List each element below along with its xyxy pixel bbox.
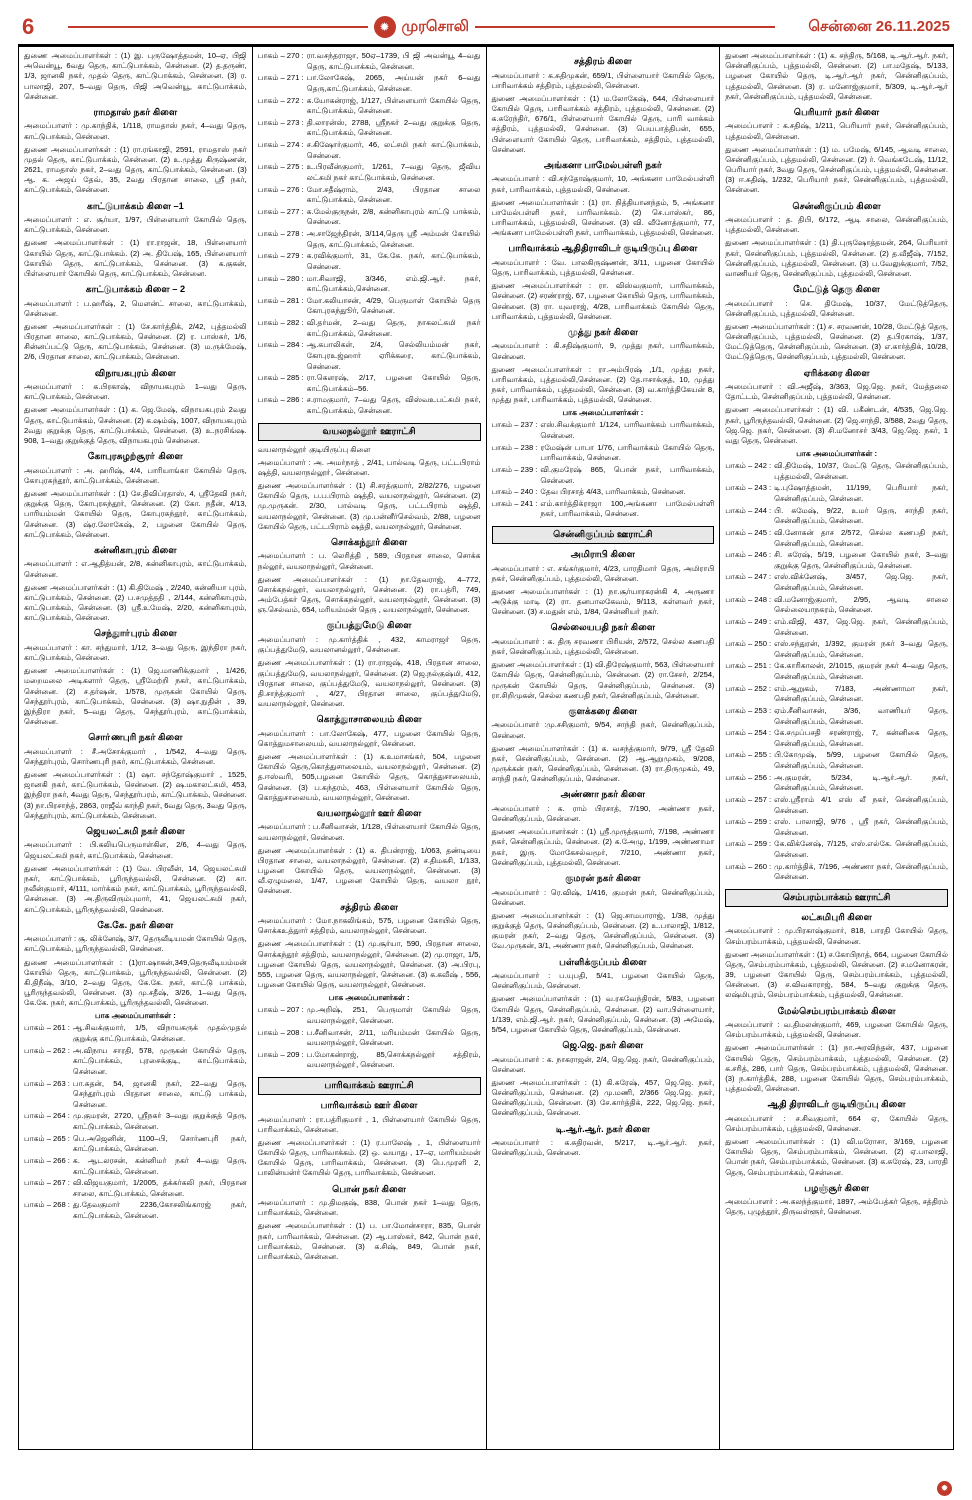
ward-number: பாகம் – 266 :	[24, 1155, 70, 1165]
body-paragraph: அமைப்பாளர் :மு.சசிகுமார், 9/54, சாந்தி நகர், சென்னிகுப்பம், சென்னை.	[491, 720, 715, 740]
section-subheading: பாக அமைப்பாளர்கள் :	[796, 449, 877, 459]
ward-officer: கே.விக்னேஷ், 7/125, எஸ்.எல்கே. சென்னிகுப்பம், சென்னை.	[774, 839, 948, 860]
list-item	[725, 528, 948, 549]
list-item	[258, 395, 481, 416]
ward-officer: எஸ்.சந்துரன், 1/392, குமரன் நகர் 3–வது தெரு, சென்னிகுப்பம், சென்னை.	[774, 639, 948, 659]
branch-heading: சென்னிகுப்பம் கிளை	[792, 200, 881, 211]
list-item	[258, 1050, 481, 1071]
ward-number: பாகம் – 243 :	[725, 483, 772, 493]
branch-heading: செல்லையபதி நகர் கிளை	[550, 622, 656, 633]
body-paragraph: அமைப்பாளர் : ச.சிவகுமார், 664 ஏ, கோயில் தெரு, செம்பரம்பாக்கம், புத்தமல்லி, சென்னை.	[725, 1113, 948, 1133]
ward-number: பாகம் – 245 :	[725, 527, 772, 537]
body-paragraph: அமைப்பாளர் : பா.லோகேஷ், 477, பழனை கோயில் தெரு, கொத்துமசாலையம், வயலாநல்லூர், சென்னை.	[257, 728, 481, 748]
ward-officer: மு.அறிஷ், 251, பெருமாள் கோயில் தெரு, வயலாநல்லூர், சென்னை.	[306, 1005, 481, 1025]
body-paragraph: அமைப்பாளர் : ப.சீனிவாசன், 1/128, பிள்ளையார் கோயில் தெரு, வயலாநல்லூர், சென்னை.	[257, 822, 481, 842]
body-paragraph: துணை அமைப்பாளர்கள் : (1) வே. பிரவீன், 14, ஜெயலட்சுமி நகர், காட்டுபாக்கம், பூரிருந்தவல்லி, சென்னை. (2) கா. நவீன்குமார், 4/111, மார்க்கம் நகர், காட்டுபாக்கம், பூரிருந்தவல்லி, சென்னை. (3) அ.திருவிரும்புமார், 41, ஜெயலட்சுமி நகர், காட்டுபாக்கம், பூரிருந்தவல்லி, சென்னை.	[24, 863, 247, 914]
body-paragraph: துணை அமைப்பாளர்கள் : (1) ரா. நித்தியானந்தம், 5, அங்கனா பாமேல்பள்ளி நகர், பாரிவாக்கம். (2) செ.பாஸ்கர், 86, பாரிவாக்கம், புத்தமல்லி, சென்னை. (3) வி. வீனோத்குமார், 77, அங்கனா பாமேல்பள்ளி நகர், பாரிவாக்கம், புத்தமல்லி, சென்னை.	[491, 197, 715, 238]
ward-officer: வி.மனோஜ்குமார், 2/95, ஆவடி சாலை செல்லையாநகரம், சென்னை.	[774, 594, 948, 615]
body-paragraph: துணை அமைப்பாளர்கள் : (1) க.உமாசங்கர், 504, பழனை கோயில் தெரு,கொத்துசாலையம், வயலாநல்லூா், சென்னை. (2) த.ஈஸ்வரி, 505,பழனை கோயில் தெரு, கொத்துசாலையம், சென்னை. (3) ப.சுந்தரம், 463, பிள்ளையார் கோயில் தெரு, கொத்துசாலையம், வயலாநல்லூர், சென்னை.	[257, 752, 481, 802]
ward-number: பாகம் – 284 :	[257, 340, 304, 350]
branch-heading: பாரிவாக்கம் ஆதிதிராவிடர் குடியிருப்பு கிளை	[508, 243, 698, 254]
body-paragraph: துணை அமைப்பாளர்கள் : (1) ரா.ரங்காஜி, 2591, ராமதாஸ் நகர் முதல் தெரு, காட்டுபாக்கம், சென்னை. (2) உ.முத்து கிருஷ்ணன், 2621, ராமதாஸ் நகர், 2–வது தெரு, காட்டுபாக்கம், சென்னை. (3) ஆ. க. அஜய் தேவ், 35, 2வது பிரதான சாலை, ஸ்ரீ நகர், காட்டுபாக்கம், சென்னை.	[24, 144, 247, 195]
body-paragraph: துணை அமைப்பாளர்கள் : (1) மு.சூர்யா, 590, பிரதான சாலை, சொக்கந்தூர் சத்திரம், வயலாநல்லூர், சென்னை. (2) மு.ராஜா, 1/5, பழனை கோயில் தெரு, வயலாநல்லூர், சென்னை. (3) அ.பிரபு, 555, பழனை தெரு, வயலாநல்லூர், சென்னை. (3) க.கவீஷ் , 556, பழனை கோயில் தெரு, வயலாநல்லூர், சென்னை.	[257, 939, 481, 990]
ward-number: பாகம் – 259 :	[725, 839, 772, 849]
ward-officer: ச.கிஷோர்குமார், 46, லட்சமி நகர் காட்டுபாக்கம், சென்னை.	[306, 140, 481, 160]
ward-number: பாகம் – 254 :	[725, 728, 772, 738]
body-paragraph: அமைப்பாளர் : த. திபி, 6/172, ஆடி சாலை, சென்னிகுப்பம், புத்தமல்லி, சென்னை.	[725, 215, 948, 235]
ward-number: பாகம் – 244 :	[725, 505, 772, 515]
ward-officer: தேவ பிரசாத் 4/43, பாரிவாக்கம், சென்னை.	[540, 487, 686, 497]
list-item	[258, 1005, 481, 1026]
ward-officer: உ.பிரவீன்குமார், 1/261, 7–வது தெரு, ஜீவிய லட்சுமி நகர் காட்டுபாக்கம், சென்னை.	[306, 162, 481, 182]
branch-heading: டி.ஆர்.ஆர். நகர் கிளை	[555, 1123, 650, 1134]
body-paragraph: அமைப்பாளர் : வி.அஜீஷ், 3/363, ஜெ.ஜெ. நகர், மேத்தலை தோட்டம், சென்னிகுப்பம், புத்தமல்லி, சென்னை.	[725, 382, 948, 402]
ward-number: பாகம் – 265 :	[24, 1133, 70, 1143]
column-2	[252, 47, 486, 1449]
body-paragraph: துணை அமைப்பாளர்கள் : (1) ப. பா.மோன்சாரா, 835, பொன் நகர், பாரிவாக்கம், சென்னை. (2) ஆ.பாஸ்கர், 842, பொன் நகர், பாரிவாக்கம், சென்னை. (3) க.சிஷ், 849, பொன் நகர், பாரிவாக்கம், சென்னை.	[257, 1221, 481, 1261]
ward-number: பாகம் – 278 :	[257, 229, 304, 238]
body-paragraph: துணை அமைப்பாளர்கள் : (1) ஜெ.சாமபாராஜ், 1/38, முத்து குறுக்குத் தெரு, சென்னிகுப்பம், சென்னை. (2) உ.பாலாஜி, 1/812, குமரன் நகர், 2–வது தெரு, சென்னிகுப்பம், சென்னை. (3) வே.முருகன், 3/1, அண்ணா நகர், சென்னிகுப்பம், சென்னை.	[491, 910, 715, 951]
list-item	[24, 1200, 247, 1221]
branch-heading: கே.கே. நகர் கிளை	[97, 919, 174, 930]
body-paragraph: அமைப்பாளர் : ரெ.விஷ், 1/416, குமரன் நகர், சென்னிகுப்பம், சென்னை.	[491, 887, 715, 907]
body-paragraph: அமைப்பாளர் : கா. சந்துமார், 1/12, 3–வது தெரு, இந்திரா நகர், காட்டுபாக்கம், சென்னை.	[24, 642, 247, 663]
ward-officer: ஏம்.சீனிவாசன், 3/36, வாணியர் தெரு, சென்னிகுப்பம், சென்னை.	[774, 705, 948, 726]
list-item	[258, 318, 481, 339]
column-4	[719, 47, 953, 1449]
ward-number: பாகம் – 253 :	[725, 705, 772, 715]
branch-heading: ஜெயலட்சுமி நகர் கிளை	[85, 825, 185, 836]
body-paragraph: துணை அமைப்பாளர்கள் : (1) ரா.ராஜஷ், 418, பிரதான சாலை, குப்பத்துமேடு, வயலாநல்லூர், சென்னை. (2) ஜெ.நல்குஷ்மி, 412, பிரதான சாலை, குப்பத்துமேடு, வயலாநல்லூர், சென்னை. (3) தி.சாந்த்குமார் , 4/27, பிரதான சாலை, குப்பத்துமேடு, வயலாநல்லூர், சென்னை.	[257, 658, 481, 709]
ward-officer: ரா.வசந்தராஜா, 50ஏ–1739, பி ஜி அவன்யூ 4–வது தெரு, காட்டுபாக்கம், சென்னை.	[306, 51, 481, 71]
ward-officer: து.தேவகுமார் 2236,கோசலிங்காரஜ் நகர், காட்டுபாக்கம், சென்னை.	[72, 1200, 247, 1220]
ward-number: பாகம் – 277 :	[257, 206, 304, 216]
branch-heading: அங்கனா பாமேல்பள்ளி நகர்	[543, 159, 662, 170]
ward-officer: ப.சீனிவாசன், 2/11, மரியம்மன் கோயில் தெரு, வயலாநல்லூர், சென்னை.	[306, 1027, 481, 1048]
list-item	[258, 185, 481, 206]
branch-heading: ஜெ.ஜெ. நகர் கிளை	[562, 1040, 644, 1051]
ward-number: பாகம் – 238 :	[491, 442, 538, 452]
body-paragraph: அமைப்பாளர் : க. திரு சரவணா பிரியன், 2/572, செல்ல கணபதி நகர், சென்னிகுப்பம், புத்தமல்லி, சென்னை.	[491, 636, 715, 657]
ward-officer: ஆ.கபாலிகள், 2/4, செல்லியம்மன் நகர், கோபுரஉஜ்ஹார் ஏரிக்கரை, காட்டுபாக்கம், சென்னை.	[306, 340, 481, 371]
body-paragraph: துணை அமைப்பாளர்கள் : (1) க. ஜெ.மேஷ், விநாயகபுரம் 2வது தெரு, காட்டுபாக்கம், சென்னை. (2) க.ஷம்ஷ், 1007, விநாயகபுரம் 2வது குறுக்கு தெரு, காட்டுபாக்கம், சென்னை. (3) உ.நரசிங்ஷ. 908, 1–வது குறுக்குத் தெரு, விநாயகபுரம் சென்னை.	[24, 405, 247, 445]
list-item	[24, 1046, 247, 1078]
list-item	[258, 274, 481, 295]
ward-officer: அ.சாஜேந்திரன், 3/114,தெரு ஸ்ரீ அம்மன் கோயில் தெரு, காட்டுபாக்கம், சென்னை.	[306, 229, 481, 249]
ward-number: பாகம் – 259 :	[725, 817, 772, 827]
ward-number: பாகம் – 252 :	[725, 683, 772, 693]
edition-date: சென்னை 26.11.2025	[808, 17, 950, 35]
branch-heading: குளக்கரை கிளை	[568, 705, 638, 716]
ward-number: பாகம் – 241 :	[491, 498, 538, 508]
ward-officer: மா.சிவாஜி, 3/346, எம்.ஜி.ஆர். நகர், காட்டுபாக்கம்,சென்னை.	[306, 273, 481, 294]
branch-heading: குமரன் நகர் கிளை	[565, 873, 641, 883]
list-item	[725, 572, 948, 593]
body-paragraph: துணை அமைப்பாளர்கள் : (1) சே.கார்த்திக், 2/42, புத்தமல்லி பிரதான சாலை, காட்டுபாக்கம், சென்னை. (2) ர. பாஸ்கர், 1/6, சின்னப்பட்டு தெரு, காட்டுபாக்கம், சென்னை. (3) ம.ருக்மேஷ், 2/6, பிரதான சாலை, காட்டுபாக்கம், சென்னை.	[24, 321, 247, 362]
list-item	[725, 461, 948, 482]
list-item	[258, 296, 481, 317]
ward-officer: பா.லோகேஷ், 2065, அய்யன் நகர் 6–வது தெரு,காட்டுபாக்கம், சென்னை.	[306, 73, 481, 93]
footer-sun-icon: ✹	[937, 1481, 952, 1496]
ward-number: பாகம் – 246 :	[725, 550, 772, 560]
body-paragraph: அமைப்பாளர் : க.பிரகாஷ், விநாயகபுரம் 1–வது தெரு, காட்டுபாக்கம், சென்னை.	[24, 382, 247, 402]
ward-number: பாகம் – 240 :	[491, 487, 538, 497]
body-paragraph: அமைப்பாளர் : அ. ஹரிஷ், 4/4, பாரியாங்கா கோயில் தெரு, கோபுரசுந்தூர், காட்டுபாக்கம், சென்னை.	[24, 465, 247, 485]
list-item	[24, 1134, 247, 1155]
ward-number: பாகம் – 282 :	[257, 318, 304, 327]
body-paragraph: துணை அமைப்பாளர்கள் : (1) ஜெ.மாணிக்குமார் , 1/426, மறைமலை அடிகளார் தெரு, ஸ்ரீமேற்றி நகர், காட்டுபாக்கம், சென்னை. (2) ச.தர்ஷன், 1/578, முருகன் கோயில் தெரு, செந்தூர்புரம், காட்டுபாக்கம், சென்னை. (3) ஷா.நுதின் , 39, இந்திரா நகர், 5–வது தெரு, செந்தூர்புரம், காட்டுபாக்கம், சென்னை.	[24, 666, 247, 727]
branch-heading: செந்துாா்புரம் கிளை	[93, 628, 177, 639]
ward-officer: தி.லாரன்ஸ், 2788, ஸ்ரீநகர் 2–வது குறுக்கு தெரு, காட்டுபாக்கம், சென்னை.	[306, 117, 481, 138]
ward-officer: மோ.சதீஷ்ராம், 2/43, பிரதான சாலை காட்டுபாக்கம், சென்னை.	[306, 184, 481, 205]
body-paragraph: அமைப்பாளர் : சீ.அசோக்குமார் , 1/542, 4–வது தெரு, செந்தூர்புரம், சொர்ணபுரி நகர், காட்டுபாக்கம், சென்னை.	[24, 746, 247, 766]
body-paragraph: துணை அமைப்பாளர்கள் : (1) நா.தேவராஜ், 4–772, சொக்கநல்லூர், வயலாநல்லூர், சென்னை. (2) ரா.பத்ரி, 749, அம்பேத்கர் தெரு, சொக்கநல்லூர், வயலாநல்லூர், சென்னை. (3) ஞ.செல்வம், 654, மரியம்மன் தெரு , வயலாநல்லூர், சென்னை.	[257, 574, 481, 615]
branch-heading: அமிராபி கிளை	[570, 549, 635, 560]
list-item	[24, 1023, 247, 1044]
ward-officer: ச.ராமகுமார், 7–வது தெரு, விஸ்வஉபட்சுமி நகர், காட்டுபாக்கம், சென்னை.	[306, 395, 481, 415]
ward-officer: பி. சுமேஷ், 9/22, உமர் தெரு, சாந்தி நகர், சென்னிகுப்பம், சென்னை.	[774, 505, 948, 526]
body-paragraph: அமைப்பாளர் : எ. சூர்யா, 1/97, பிள்ளையார் கோயில் தெரு, காட்டுபாக்கம், சென்னை.	[24, 215, 247, 235]
ward-officer: வி.திமேஷ், 10/37, மேட்டு தெரு, சென்னிகுப்பம், புத்தமல்லி, சென்னை.	[774, 461, 948, 481]
branch-heading: ராமதாஸ் நகர் கிளை	[93, 106, 178, 117]
body-paragraph: அமைப்பாளர் : மு.பிரகாஷ்குமார், 818, பாரதி கோயில் தெரு, செம்பரம்பாக்கம், புத்தமல்லி, சென்னை.	[725, 926, 948, 946]
ward-officer: எஸ்.ஸ்ரீராம் 4/1 எஸ் லீ நகர், சென்னிகுப்பம், சென்னை.	[774, 794, 948, 815]
ward-number: பாகம் – 274 :	[257, 140, 304, 149]
ward-officer: வி.னோகன் தாச 2/572, செல்ல கணபதி நகர், சென்னிகுப்பம், சென்னை.	[774, 527, 948, 548]
body-paragraph: அமைப்பாளர் : வே. பாலகிருஷ்ணன், 3/11, பழனை கோயில் தெரு, பாரிவாக்கம், புத்தமல்லி, சென்னை.	[491, 257, 715, 278]
ward-officer: அ.குமரன், 5/234, டி.ஆர்.ஆர். நகர், சென்னிகுப்பம், சென்னை.	[774, 772, 948, 793]
list-item	[258, 229, 481, 250]
branch-heading: காட்டுபாக்கம் கிளை –1	[86, 200, 184, 211]
body-paragraph: துணை அமைப்பாளர்கள் : ரா.அம்பிரஷ் ,1/1, முத்து நகர், பாரிவாக்கம், புத்தமல்லி,சென்னை. (2) தே.ஈசாக்குத், 10, முத்து நகர், பாரிவாக்கம், புத்தமல்லி, சென்னை. (3) வ.கார்த்திகேயன் 8, முத்து நகர், பாரிவாக்கம், புத்தமல்லி, சென்னை.	[491, 364, 715, 405]
branch-heading: பள்ளிக்குப்பம் கிளை	[559, 956, 647, 967]
branch-heading: முத்து நகர் கிளை	[567, 326, 639, 337]
body-paragraph: துணை அமைப்பாளர்கள் : (1) சி.சரத்குமார், 2/82/276, பழனை கோயில் தெரு, ப.ப.பிராம் ஷத்தி, வயலாநல்லூர், சென்னை. (2) மு.முருகன். 2/30, பால்வடி தெரு, பட்டபிராம் ஷத்தி, வயலாநல்லூர், சென்னை. (3) மு.பன்னீர்செல்வம், 2/88, பழனை கோயில் தெரு, பட்டபிராம் ஷத்தி, வயலாநல்லூர், சென்னை.	[257, 481, 481, 531]
body-paragraph: அமைப்பாளர் : அ.கலந்த்குமார், 1897, அம்பேத்கர் தெரு, சத்திரம் தெரு, புழுத்தூர், திருவள்ளூர், சென்னை.	[725, 1197, 948, 1217]
list-item	[258, 96, 481, 117]
ward-number: பாகம் – 279 :	[257, 251, 304, 261]
ward-number: பாகம் – 271 :	[257, 73, 304, 83]
list-item	[258, 162, 481, 183]
section-subheading: பாக அமைப்பாளர்கள் :	[562, 408, 644, 418]
ward-officer: வி.தர்மன், 2–வது தெரு, நாகலட்சுமி நகர் காட்டுபாக்கம், சென்னை.	[306, 318, 481, 338]
ward-number: பாகம் – 260 :	[725, 861, 772, 871]
body-paragraph: அமைப்பாளர் : ப. லெரித்தி , 589, பிரதான சாலை, சொக்க நல்லூர், வயலாநல்லூர், சென்னை.	[257, 551, 481, 571]
body-paragraph: அமைப்பாளர் : க.சுதிமுகன், 659/1, பிள்ளையார் கோயில் தெரு, பாரிவாக்கம் சத்திரம், புத்தமல்லி, சென்னை.	[491, 70, 715, 90]
branch-heading: அண்ணா நகர் கிளை	[560, 789, 646, 800]
body-paragraph: அமைப்பாளர் : வி.சந்தோஷ்குமார், 10, அங்கனா பாமேல்பள்ளி நகர், பாரிவாக்கம், புத்தமல்லி, சென்னை.	[491, 174, 715, 194]
list-item	[725, 839, 948, 860]
body-paragraph: அமைப்பாளர் : மு.காந்திக், 1/118, ராமதாஸ் நகர், 4–வது தெரு, காட்டுபாக்கம், சென்னை.	[24, 121, 247, 141]
body-paragraph: துணை அமைப்பாளர்கள் : (1) ச. சரவணன், 10/28, மேட்டுத் தெரு, சென்னிகுப்பம், புத்தமல்லி, சென்னை. (2) த.பிரகாஷ், 1/37, மேட்டுத்தெரு, சென்னிகுப்பம், சென்னை. (3) எ.கார்த்திக், 10/28, மேட்டுத்தெரு, சென்னிகுப்பம், புத்தமல்லி, சென்னை.	[725, 321, 948, 362]
body-paragraph: அமைப்பாளர் : க.சுதிரவன், 5/217, டி.ஆர்.ஆர். நகர், சென்னிகுப்பம், சென்னை.	[491, 1138, 715, 1158]
list-item	[492, 465, 715, 486]
list-item	[258, 118, 481, 139]
list-item	[725, 706, 948, 727]
body-paragraph: துணை அமைப்பாளர்கள் : (1) வி.திரேஷ்குமார், 563, பிள்ளையார் கோயில் தெரு, சென்னிகுப்பம், சென்னை. (2) ரா.சேசர், 2/254, முருகன் கோயில் தெரு, சென்னிகுப்பம், சென்னை. (3) ரா.சிறிமுகன், செல்ல கணபதி நகர், சென்னிகுப்பம், சென்னை.	[491, 660, 715, 700]
section-subheading: பாக அமைப்பாளர்கள் :	[328, 993, 410, 1003]
body-paragraph: அமைப்பாளர் : பி.கலியபெருமாள்கிள, 2/6, 4–வது தெரு, ஜெயலட்சுமி நகர், காட்டுபாக்கம், சென்னை.	[24, 840, 247, 860]
ward-officer: எஸ். பாலாஜி, 9/76 , ஸ்ரீ நகர், சென்னிகுப்பம், சென்னை.	[774, 817, 948, 837]
panchayat-heading: செம்பரம்பாக்கம் ஊராட்சி	[725, 889, 948, 907]
ward-number: பாகம் – 267 :	[24, 1178, 70, 1188]
list-item	[24, 1156, 247, 1177]
list-item	[725, 684, 948, 705]
branch-heading: கொத்துாசாலையம் கிளை	[316, 714, 422, 725]
ward-number: பாகம் – 208 :	[257, 1027, 304, 1037]
list-item	[725, 617, 948, 638]
ward-number: பாகம் – 286 :	[257, 395, 304, 405]
list-item	[725, 773, 948, 794]
list-item	[24, 1111, 247, 1132]
sun-icon: ✹	[374, 16, 396, 38]
ward-officer: ப.மோகன்ராஜ், 85,சொக்கநல்லூர் சத்திரம், வயலாநல்லூா், சென்னை.	[306, 1049, 481, 1070]
panchayat-heading: வயலநல்லூா் ஊராட்சி	[258, 423, 481, 441]
ward-officer: மோ.கலியாசன், 4/29, பெருமாள் கோயில் தெரு கோபுரசுந்துூர், சென்னை.	[306, 295, 481, 316]
branch-heading: விநாயகபுரம் கிளை	[94, 367, 176, 378]
ward-officer: மு.கார்த்திக், 7/196, அண்ணா நகர், சென்னிகுப்பம், சென்னை.	[774, 861, 948, 882]
masthead-rule-left	[68, 26, 368, 28]
branch-heading: லட்சுமிபுரி கிளை	[801, 911, 872, 922]
list-item	[725, 639, 948, 660]
ward-officer: சி. சுரேஷ், 5/19, பழனை கோயில் நகர், 3–வது குறுக்கு தெரு, சென்னிகுப்பம், சென்னை.	[774, 550, 948, 570]
branch-heading: காட்டுபாக்கம் கிளை – 2	[85, 284, 186, 295]
ward-officer: க.யோகன்ராஜ், 1/127, பிள்ளையார் கோயில் தெரு, காட்டுபாக்கம், சென்னை.	[306, 95, 481, 116]
body-paragraph: துணை அமைப்பாளர்கள் : (1) ம.லோகேஷ், 644, பிள்ளையார் கோயில் தெரு, பாரிவாக்கம் சத்திரம், புத்தமல்லி, சென்னை. (2) க.சுரேந்திர், 676/1, பிள்ளையார் கோயில் தெரு, பாரி வாக்கம் சத்திரம், புத்தமல்லி, சென்னை. (3) பெயபாத்திபன், 655, பிள்ளையார் கோயில் தெரு, பாரிவாக்கம், சத்திரம், புத்தமல்லி, சென்னை.	[491, 93, 715, 154]
body-paragraph: அமைப்பாளர் : க. நாகராஜன், 2/4, ஜெ.ஜெ. நகர், சென்னிகுப்பம், சென்னை.	[491, 1054, 715, 1074]
column-3	[486, 47, 720, 1449]
list-item	[725, 550, 948, 571]
ward-number: பாகம் – 207 :	[257, 1005, 304, 1015]
body-paragraph: அமைப்பாளர் : வ.திமலன்குமார், 469, பழனை கோயில் தெரு, செம்பரம்பாக்கம், புத்தமல்லி, சென்னை.	[725, 1020, 948, 1040]
list-item	[492, 443, 715, 464]
body-paragraph: துணை அமைப்பாளர்கள் : (1) நா.அரவிந்தன், 437, பழனை கோயில் தெரு, செம்பரம்பாக்கம், புத்தமல்லி, சென்னை. (2) க.சரித், 286, பாா் தெரு, செம்பரம்பாக்கம், புத்தமல்லி, சென்னை. (3) ந.கார்த்திக், 288, பழனை கோயில் தெரு, செம்பரம்பாக்கம், புத்தமல்லி, சென்னை.	[725, 1043, 948, 1094]
body-paragraph: அமைப்பாளர் : கி.சதிஷ்குமார், 9, முத்து நகர், பாரிவாக்கம், சென்னை.	[491, 341, 715, 361]
page-number: 6	[22, 14, 35, 39]
list-item	[258, 51, 481, 72]
masthead-center	[34, 16, 808, 38]
body-paragraph: அமைப்பாளர் : சூ. லிக்னேஷ், 3/7, தெருவீடியமன் கோயில் தெரு, காட்டுபாக்கம், பூரிருந்தவல்லி, சென்னை.	[24, 934, 247, 954]
publication-name: முரசொலி	[401, 17, 470, 35]
ward-officer: மு.குமரன், 2720, ஸ்ரீநகர் 3–வது குறுக்குத் தெரு, காட்டுபாக்கம், சென்னை.	[72, 1111, 247, 1131]
list-item	[258, 73, 481, 94]
ward-number: பாகம் – 276 :	[257, 184, 304, 194]
ward-list	[725, 461, 948, 883]
branch-heading: சொக்கந்தூர் கிளை	[331, 536, 408, 547]
list-item	[492, 420, 715, 441]
branch-heading: பாரிவாக்கம் ஊர் கிளை	[320, 1100, 418, 1110]
list-item	[258, 207, 481, 228]
ward-number: பாகம் – 280 :	[257, 273, 304, 283]
body-paragraph: துணை அமைப்பாளர்கள் : (1) தி.புருஷோத்தமன், 264, பெரியார் நகர், சென்னிகுப்பம், புத்தமல்லி, சென்னை. (2) த.வீஜீஷ், 7/152, சென்னிகுப்பம், புத்தமல்லி, சென்னை. (3) ப.வேலுக்குமார், 7/52, வாணியர் தெரு, சென்னிகுப்பம், புத்தமல்லி, சென்னை.	[725, 238, 948, 278]
body-paragraph: துணை அமைப்பாளர்கள் : (1) வ.ரகவேந்திரன், 5/83, பழனை கோயில் தெரு, சென்னிகுப்பம், சென்னை. (2) வா.பிள்ளையார், 1/139, எம்.ஜி.ஆர். நகர், சென்னிகுப்பம், சென்னை. (3) அமேஷ், 5/54, பழனை கோயில் தெரு, சென்னிகுப்பம், சென்னை.	[491, 994, 715, 1034]
branch-heading: மேட்டுத் தெரு கிளை	[793, 284, 880, 295]
body-paragraph: அமைப்பாளர் : அ. அமர்நாத் , 2/41, பால்வடி தெரு, பட்டபிராம் ஷத்தி, வயலாநல்லூா், சென்னை.	[257, 457, 481, 477]
branch-heading: சத்திரம் கிளை	[340, 901, 399, 912]
body-paragraph: துணை அமைப்பாளர்கள் : (1) ரா.ராஜன், 18, பிள்ளையார் கோயில் தெரு, காட்டுபாக்கம். (2) அ. திபேஷ், 165, பிள்ளையார் கோயில் தெரு, காட்டுபாக்கம், சென்னை. (3) க.குகன், பிள்ளையார் கோயில் தெரு, காட்டுபாக்கம், சென்னை.	[24, 238, 247, 278]
body-paragraph: துணை அமைப்பாளர்கள் : (1) ஸ்ரீ.முருத்குமார், 7/198, அண்ணா நகர், சென்னிகுப்பம், சென்னை. (2) க.அேழு, 1/199, அண்ணாமா நகர், இரு. மோகேசல்வமூர், 7/210, அண்ணா நகர், சென்னிகுப்பம், புத்தமல்லி, சென்னை.	[491, 827, 715, 867]
ward-officer: வி.விஜயகுமார், 1/2005, தக்கர்கலி நகர், பிரதான சாலை, காட்டுபாக்கம், சென்னை.	[72, 1178, 247, 1198]
list-item	[725, 795, 948, 816]
ward-number: பாகம் – 264 :	[24, 1111, 70, 1121]
branch-heading: கன்னிகாபுரம் கிளை	[94, 544, 177, 555]
ward-number: பாகம் – 285 :	[257, 373, 304, 383]
panchayat-heading: சென்னிகுப்பம் ஊராட்சி	[492, 526, 715, 544]
masthead-left	[22, 16, 34, 38]
ward-number: பாகம் – 257 :	[725, 794, 772, 804]
branch-heading: ஆதி திராவிடர் குடியிருப்பு கிளை	[767, 1099, 906, 1110]
body-paragraph: அமைப்பாளர் : ரா.பத்ரிகுமார் , 1, பிள்ளையார் கோயில் தெரு, பாரிவாக்கம், சென்னை.	[257, 1114, 481, 1134]
body-paragraph: துணை அமைப்பாளர்கள் : (1) ச.கோபிநாத், 664, பழனை கோயில் தெரு, செம்பரம்பாக்கம், புத்தமல்லி, சென்னை. (2) ச.மனோகரன், 39, பழனை கோயில் தெரு, செம்பரம்பாக்கம், புத்தமல்லி, சென்னை. (3) ச.விவகாராஜ், 584, 5–வது குறுக்கு தெரு, லஷ்மிபுரம், செம்பரம்பாக்கம், புத்தமல்லி, சென்னை.	[725, 949, 948, 1000]
body-paragraph: துணை அமைப்பாளர்கள் : (1) கி.சுரேஷ், 457, ஜெ.ஜெ. நகர், சென்னிகுப்பம், சென்னை. (2) மு.மணி, 2/366 ஜெ.ஜெ. நகர், சென்னிகுப்பம், சென்னை. (3) சே.கார்த்திக், 222, ஜெ.ஜெ. நகர், சென்னிகுப்பம், சென்னை.	[491, 1077, 715, 1118]
list-item	[725, 862, 948, 883]
body-paragraph: துணை அமைப்பாளர்கள் : (1) சே.திவிப்ரதாஸ், 4, ஸ்ரீதேவி நகர், குறுக்கு தெரு, கோபுரசுந்தூர், சென்னை. (2) கோ. நதீன், 4/13, பாரியம்மன் கோயில் தெரு, கோபுரசுந்தூர், காட்டுபாக்கம், சென்னை. (3) ஷ்ர.லோகேஷ், 2, பழனை கோயில் தெரு, காட்டுபாக்கம், சென்னை.	[24, 489, 247, 539]
ward-list	[258, 51, 481, 417]
body-paragraph: அமைப்பாளர் : மோ.நாகலிங்கம், 575, பழனை கோயில் தெரு, சொக்கஉத்துார் சத்திரம், வயலாநல்லூர், சென்னை.	[257, 916, 481, 936]
branch-heading: குப்பத்துமேடு கிளை	[326, 620, 412, 631]
ward-number: பாகம் – 262 :	[24, 1045, 70, 1055]
ward-officer: ரமேஷ்ன் பாபா 1/76, பாரிவாக்கம் கோயில் தெரு, பாரிவாக்கம், சென்னை.	[540, 442, 715, 463]
ward-number: பாகம் – 255 :	[725, 750, 772, 760]
list-item	[725, 595, 948, 616]
list-item	[258, 340, 481, 372]
list-item	[492, 499, 715, 520]
body-paragraph: அமைப்பாளர் : மு.கார்த்திக் , 432, காமராஜா் தெரு, குப்பத்துமேடு, வயலானல்லூா், சென்னை.	[257, 634, 481, 655]
branch-heading: சொா்ணபுரி நகர் கிளை	[88, 732, 183, 743]
branch-heading: ஏரிக்கரை கிளை	[803, 367, 870, 378]
section-subheading: பாக அமைப்பாளர்கள் :	[94, 1011, 176, 1021]
column-1	[19, 47, 252, 1449]
masthead-rule-right	[475, 26, 775, 28]
body-paragraph: அமைப்பாளர் : ப.யுபதி, 5/41, பழனை கோயில் தெரு, சென்னிகுப்பம், சென்னை.	[491, 971, 715, 991]
body-paragraph: அமைப்பாளர் : மு.திமகுஷ், 838, பொன் நகர் 1–வது தெரு, பாரிவாக்கம், சென்னை.	[257, 1198, 481, 1218]
body-paragraph: அமைப்பாளர் : க.சதிஷ், 1/211, பெரியாா் நகர், சென்னிகுப்பம், புத்தமல்லி, சென்னை.	[725, 121, 948, 141]
branch-heading: சத்திரம் கிளை	[573, 56, 632, 66]
ward-officer: க. ஆடலரசன், கன்னிமா் நகர் 4–வது தெரு, காட்டுபாக்கம், சென்னை.	[72, 1155, 247, 1176]
list-item	[258, 140, 481, 161]
branch-heading: கோபுரசுழற்சூரா் கிளை	[87, 451, 183, 462]
ward-officer: ரா.கௌரஷ், 2/17, பழனை கோயில் தெரு, காட்டுபாக்கம்–56.	[306, 373, 481, 393]
ward-officer: கே.சமுப்பசதி சரண்ராஜ், 7, கன்னிகை தெரு, சென்னிகுப்பம், சென்னை.	[774, 728, 948, 748]
body-paragraph: அமைப்பாளர் : ப.ஹரீஷ், 2, மௌன்ட் சாலை, காட்டுபாக்கம், சென்னை.	[24, 298, 247, 318]
ward-number: பாகம் – 242 :	[725, 461, 772, 471]
list-item	[492, 487, 715, 498]
ward-list	[258, 1005, 481, 1071]
ward-officer: டி.புஷோத்தமன், 11/199, பெரியார் நகர், சென்னிகுப்பம், சென்னை.	[774, 483, 948, 504]
list-item	[24, 1079, 247, 1111]
ward-number: பாகம் – 281 :	[257, 295, 304, 305]
ward-number: பாகம் – 268 :	[24, 1200, 70, 1210]
body-paragraph: அமைப்பாளர் : எ. சங்கர்குமார், 4/23, பாரதிமாா் தெரு, அமிராபி நகர், சென்னிகுப்பம், புத்தமல்லி, சென்னை.	[491, 563, 715, 583]
ward-number: பாகம் – 249 :	[725, 616, 772, 626]
ward-officer: கே.காரிகாலன், 2/1015, குமரன் நகர் 4–வது தெரு, சென்னிகுப்பம், சென்னை.	[774, 661, 948, 682]
ward-officer: ஆ.சிவக்குமார், 1/5, விநாயகருக் முதல்முதல் குறுக்கு காட்டுபாக்கம், சென்னை.	[72, 1023, 247, 1043]
branch-heading: வயலாநல்லூர் ஊர் கிளை	[316, 807, 422, 818]
body-paragraph: துணை அமைப்பாளர்கள் : (1) க. வசந்த்குமார், 9/79, ஸ்ரீ தேவி நகர், சென்னிகுப்பம், சென்னை. (2) ஆ.ஆறுமுகம், 9/208, முருக்கன் நகர், சென்னிகுப்பம், சென்னை. (3) ரா.திருமுகம், 49, சாந்தி நகர், சென்னிகுப்பம், சென்னை.	[491, 743, 715, 784]
ward-officer: எம்.கார்த்திக்ராஜா 100,அங்கனா பாமேல்பள்ளி நகர், பாரிவாக்கம், சென்னை.	[540, 498, 715, 519]
ward-number: பாகம் – 239 :	[491, 464, 538, 474]
body-paragraph: துணை அமைப்பாளர்கள் : ரா. விஸ்வகுமார், பாரிவாக்கம், சென்னை. (2) சரண்ராஜ், 67, பழனை கோயில் தெரு, பாரிவாக்கம், சென்னை. (3) ரா. யுவராஜ், 4/28, பாரிவாக்கம் கோயில் தெரு, பாரிவாக்கம், புத்தமல்லி, சென்னை.	[491, 281, 715, 321]
body-paragraph: துணை அமைப்பாளர்கள் : (1)ரா.ஷாகன்,349,தெருவீடியம்மன் கோயில் தெரு, காட்டுபாக்கம், பூரிருந்தவல்லி, சென்னை. (2) கி.திநீஷ், 3/10, 2–வது தெரு, கே.கே. நகர், காட்டு பாக்கம், பூரிருந்தவல்லி, சென்னை. (3) மு.சதீஷ், 3/26, 1–வது தெரு, கே.கே. நகர், காட்டுபாக்கம், பூரிருந்தவல்லி, சென்னை.	[24, 957, 247, 1008]
list-item	[725, 661, 948, 682]
ward-officer: வி.குமரேஷ் 865, பொன் நகர், பாரிவாக்கம், சென்னை.	[540, 464, 715, 485]
body-paragraph: வயலாநல்லூா் குடியிருப்பு கிளை	[257, 444, 371, 454]
ward-number: பாகம் – 237 :	[491, 420, 538, 430]
ward-list	[492, 420, 715, 520]
ward-number: பாகம் – 270 :	[257, 51, 304, 60]
body-paragraph: துணை அமைப்பாளர்கள் : (1) க. திபன்ராஜ், 1/063, தண்டியை பிரதான சாலை, வயலாநல்லூர், சென்னை. (2) ச.திமகசி, 1/133, பழனை கோயில் தெரு, வயலாநல்லூர், சென்னை. (3) வீ.ஏழுமலை, 1/47, பழனை கோயில் தெரு, வயலா நூர், சென்னை.	[257, 845, 481, 896]
ward-officer: பி.கோமுஷ், 5/99, பழனை கோயில் தெரு, சென்னிகுப்பம், சென்னை.	[774, 750, 948, 771]
body-paragraph: துணை அமைப்பாளர்கள் : (1) கி.திமேஷ் , 2/240, கன்னியா புரம், காட்டுபாக்கம், சென்னை. (2) ப.சமுத்ததி , 2/144, கன்னிகாபுரம், காட்டுபாக்கம், சென்னை. (3) ஸ்ரீ.உமேஷ், 2/20, கன்னிகாபுரம், காட்டுபாக்கம், சென்னை.	[24, 582, 247, 623]
branch-heading: பொன் நகர் கிளை	[332, 1183, 407, 1194]
list-item	[258, 251, 481, 272]
list-item	[258, 1028, 481, 1049]
ward-number: பாகம் – 273 :	[257, 117, 304, 127]
ward-number: பாகம் – 247 :	[725, 572, 772, 582]
ward-number: பாகம் – 248 :	[725, 594, 772, 604]
branch-heading: மேல்செம்பரம்பாக்கம் கிளை	[777, 1005, 896, 1016]
body-paragraph: அமைப்பாளர் : செ. திமேஷ், 10/37, மேட்டுத்தெரு, சென்னிகுப்பம், புத்தமல்லி, சென்னை.	[725, 298, 948, 318]
ward-officer: பா.சுதன், 54, ஜானகி நகர், 22–வது தெரு, செந்தூர்புரம் பிரதான சாலை, காட்டு பாக்கம், சென்னை.	[72, 1078, 247, 1109]
panchayat-heading: பாரிவாக்கம் ஊராட்சி	[258, 1077, 481, 1095]
list-item	[24, 1178, 247, 1199]
body-paragraph: அமைப்பாளர் : எ.ஆதித்யன், 2/8, கன்னிகாபுரம், காட்டுபாக்கம், சென்னை.	[24, 559, 247, 579]
body-paragraph: துணை அமைப்பாளர்கள் : (1) வி.மரோசா, 3/169, பழனை கோயில் தெரு, செம்பரம்பாக்கம், சென்னை. (2) ஏ.பாலாஜி, பொன் நகர், செம்பரம்பாக்கம், சென்னை. (3) க.சுரேஷ், 23, பாரதி தெரு, செம்பரம்பாக்கம், சென்னை.	[725, 1137, 948, 1177]
ward-number: பாகம் – 275 :	[257, 162, 304, 172]
ward-number: பாகம் – 261 :	[24, 1023, 70, 1033]
list-item	[725, 506, 948, 527]
body-paragraph: துணை அமைப்பாளர்கள் : (1) க. சந்திரு, 5/168, டி.ஆர்.ஆர். நகர், சென்னிகுப்பம், புத்தமல்லி, சென்னை. (2) பா.மதேஷ், 5/133, பழனை கோயில் தெரு, டி.ஆர்.ஆர் நகர், சென்னிகுப்பம், புத்தமல்லி, சென்னை. (3) ர. மனோஜ்குமார், 5/309, டி.ஆர்.ஆர் நகர், சென்னிகுப்பம், புத்தமல்லி, சென்னை.	[725, 51, 948, 101]
list-item	[725, 728, 948, 749]
body-paragraph: துணை அமைப்பாளர்கள் : (1) ஷா. சந்தோஷ்குமார் , 1525, ஜானகி நகர், காட்டுபாக்கம், சென்னை. (2) ஷ.மகாலட்சுமி, 453, இந்திரா நகர், 4வது தெரு, செந்தூர்பரம், காட்டுபாக்கம், சென்னை. (3) நா.பிரசாந்த், 2863, ராஜீவ் காந்தி நகர், 6வது தெரு, 3வது தெரு, செந்தூர்புரம், காட்டுபாக்கம், சென்னை.	[24, 770, 247, 820]
ward-officer: க.ரவிக்குமார், 31, கே.கே. நகர், காட்டுபாக்கம், சென்னை.	[306, 251, 481, 271]
ward-list	[24, 1023, 247, 1221]
article-columns	[18, 46, 954, 1450]
body-paragraph: துணை அமைப்பாளர்கள் : (1) ர.பாலேஷ் , 1, பிள்ளையார் கோயில் தெரு, பாரிவாக்கம். (2) ஒ. வயாது , 17–ஏ, மாரியம்மன் கோயில் தெரு, பாரிவாக்கம், சென்னை. (3) பெ.முரளி 2, பாலின்யன்ர் கோயில் தெரு, பாரிவாக்கம், சென்னை.	[257, 1137, 481, 1178]
list-item	[725, 817, 948, 838]
ward-number: பாகம் – 250 :	[725, 639, 772, 649]
ward-number: பாகம் – 272 :	[257, 95, 304, 105]
ward-officer: அ.விநாய சாரதி, 578, முருகன் கோயில் தெரு, காட்டுபாக்கம், புரசைக்குடி, காட்டுபாக்கம், சென்னை.	[72, 1045, 247, 1076]
ward-number: பாகம் – 263 :	[24, 1078, 70, 1088]
body-paragraph: அமைப்பாளர் : க. ராம் பிரசாத், 7/190, அண்ணா நகர், சென்னிகுப்பம், சென்னை.	[491, 803, 715, 824]
masthead	[18, 14, 954, 44]
publication-logo	[374, 16, 470, 38]
body-paragraph: துணை அமைப்பாளர்கள் : (1) வி. பகீண்டன், 4/535, ஜெ.ஜெ. நகர், பூரிருந்தவல்லி, சென்னை. (2) ஜெ.சாந்தி, 3/588, 2வது தெரு, ஜெ.ஜெ. நகர், சென்னை. (3) சி.மனோசர் 3/43, ஜெ.ஜெ. நகர், 1 வது தெரு, சென்னை.	[725, 405, 948, 445]
ward-officer: க.மேல்குருநன், 2/8, கன்னிகாபுரம் காட்டு பாக்கம், சென்னை.	[306, 206, 481, 227]
ward-officer: எஸ்.சிவக்குமார் 1/124, பாரிவாக்கம் பாரிவாக்கம், சென்னை.	[540, 420, 715, 441]
ward-officer: எம்.ஆறுகம், 7/183, அண்ணாமா நகர், சென்னிகுப்பம், சென்னை.	[774, 683, 948, 704]
ward-number: பாகம் – 256 :	[725, 772, 772, 782]
branch-heading: பெரியாா் நகர் கிளை	[793, 106, 880, 117]
ward-number: பாகம் – 251 :	[725, 661, 772, 671]
list-item	[258, 373, 481, 394]
body-paragraph: துணை அமைப்பாளர்கள் : (1) நா.சூர்யாரகரன்கி 4, அருணா அடுக்கு மாடி (2) ரா. தனபாலகேவம், 9/113, கள்ளவர் நகர், சென்னை. (3) ச.மதுன் எம், 1/84, சென்னியா் நகர்.	[491, 586, 715, 617]
ward-officer: பெ.அஜெனின், 1100–பி, சொர்ணபுரி நகர், காட்டுபாக்கம், சென்னை.	[72, 1133, 247, 1154]
ward-officer: எம்.விஜி, 437, ஜெ.ஜெ. நகர், சென்னிகுப்பம், சென்னை.	[774, 616, 948, 637]
list-item	[725, 750, 948, 771]
body-paragraph: துணை அமைப்பாளர்கள் : (1) இ. புருஷோத்தமன், 10–ஏ, பிஜி அவென்யூ, 6வது தெரு, காட்டுபாக்கம், சென்னை. (2) த.தருண், 1/3, ஜானகி நகர், முதல் தெரு, காட்டுபாக்கம், சென்னை. (3) ர. பாலாஜி, 207, 5–வது தெரு, பிஜி அவென்யூ, காட்டுபாக்கம், சென்னை.	[24, 51, 247, 101]
branch-heading: பழஞ்சூர் கிளை	[804, 1182, 869, 1193]
body-paragraph: துணை அமைப்பாளர்கள் : (1) ம. பமேஷ், 6/145, ஆவடி சாலை, சென்னிகுப்பம், புத்தமல்லி, சென்னை. (2) ர். வெங்கடேஷ், 11/12, பெரியார் நகர், 3வது தெரு, சென்னிகுப்பம், புத்தமல்லி, சென்னை. (3) ஈ.சுதிஷ், 1/232, பெரியாா் நகர், சென்னிகுப்பம், புத்தமல்லி, சென்னை.	[725, 144, 948, 195]
list-item	[725, 483, 948, 504]
ward-officer: எஸ்.விக்னேஷ், 3/457, ஜெ.ஜெ. நகர், சென்னிகுப்பம், சென்னை.	[774, 572, 948, 593]
ward-number: பாகம் – 209 :	[257, 1049, 304, 1059]
